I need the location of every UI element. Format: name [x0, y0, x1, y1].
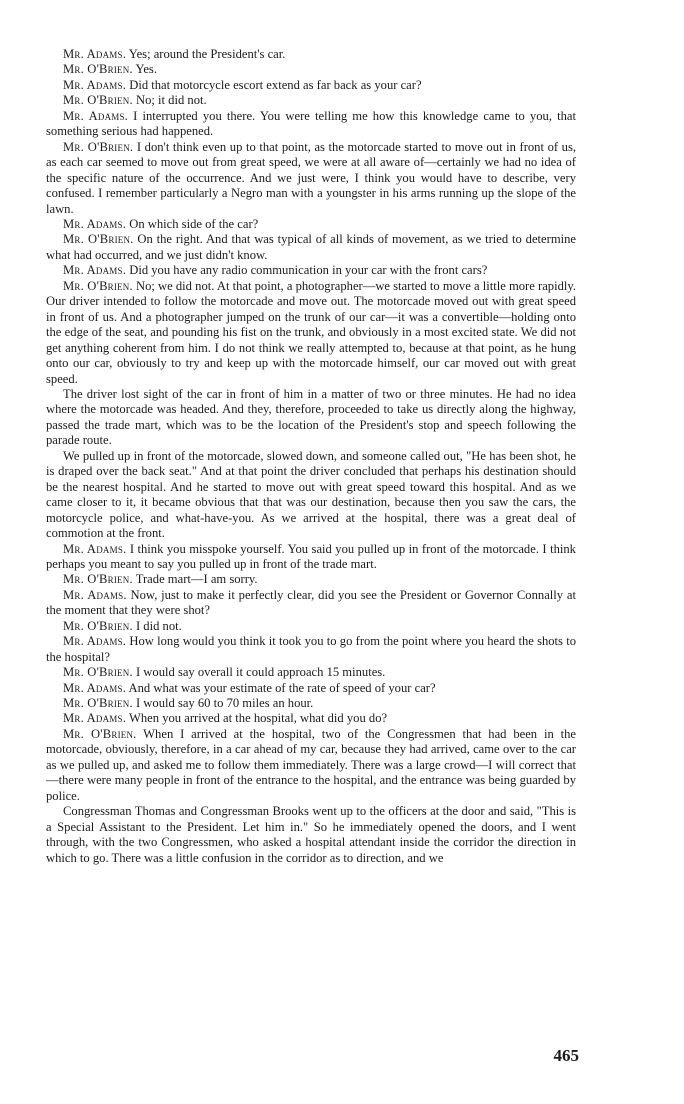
paragraph [46, 47, 576, 62]
paragraph-text: Yes; around the President's car. [128, 47, 286, 61]
paragraph-text: When I arrived at the hospital, two of the Congressmen that had been in the motorcade, obviously, therefore, in a car ahead of my car, because they had arrived, came over to the car as we pulled up, and asked me to follow them immediately. There was a large crowd—I will correct that—there were many people in front of the entrance to the hospital, and the entrance was being guarded by police. [46, 726, 577, 803]
testimony-text [46, 47, 576, 866]
paragraph [46, 665, 576, 680]
paragraph [46, 93, 576, 108]
paragraph-text: I interrupted you there. You were telling me how this knowledge came to you, that something serious had happened. [46, 108, 576, 139]
paragraph [46, 217, 576, 232]
paragraph-text: I would say overall it could approach 15 minutes. [135, 665, 386, 680]
speaker-name: Mr. O'Brien. [63, 696, 133, 711]
paragraph [46, 696, 576, 711]
paragraph [46, 263, 576, 278]
paragraph [46, 387, 576, 449]
speaker-name: Mr. O'Brien. [63, 665, 133, 680]
speaker-name: Mr. O'Brien. [63, 726, 137, 741]
paragraph-text: On which side of the car? [129, 216, 259, 231]
paragraph-text: How long would you think it took you to go from the point where you heard the shots to the hospital? [46, 634, 576, 664]
paragraph-text: I would say 60 to 70 miles an hour. [135, 696, 314, 711]
paragraph [46, 78, 576, 93]
paragraph [46, 62, 576, 77]
paragraph [46, 140, 576, 217]
speaker-name: Mr. O'Brien. [63, 139, 134, 154]
speaker-name: Mr. O'Brien. [63, 278, 133, 293]
paragraph [46, 634, 576, 665]
page-number: 465 [553, 1046, 579, 1065]
paragraph [46, 681, 576, 696]
paragraph-text: We pulled up in front of the motorcade, slowed down, and someone called out, "He has been shot, he is draped over the back seat." And at that point the driver concluded that perhaps his destination should be the nearest hospital. And he started to move out with great speed toward this hospital. And as we came closer to it, it became obvious that that was our destination, because then you saw the cars, the motorcycle police, and what-have-you. As we arrived at the hospital, there was a great deal of commotion at the front. [46, 448, 576, 541]
paragraph-text: No; it did not. [135, 93, 207, 108]
speaker-name: Mr. O'Brien. [63, 618, 133, 633]
speaker-name: Mr. O'Brien. [63, 62, 133, 77]
paragraph [46, 572, 576, 587]
paragraph-text: I think you misspoke yourself. You said you pulled up in front of the motorcade. I think perhaps you meant to say you pulled up in front of the trade mart. [46, 541, 576, 571]
paragraph [46, 727, 576, 804]
paragraph-text: When you arrived at the hospital, what did you do? [128, 711, 388, 726]
speaker-name: Mr. Adams. [63, 216, 127, 231]
speaker-name: Mr. O'Brien. [63, 572, 133, 587]
speaker-name: Mr. Adams. [63, 711, 127, 726]
speaker-name: Mr. Adams. [63, 47, 127, 61]
paragraph-text: Yes. [135, 62, 157, 77]
paragraph [46, 804, 576, 866]
paragraph-text: Trade mart—I am sorry. [135, 572, 258, 587]
speaker-name: Mr. Adams. [63, 634, 127, 649]
paragraph-text: I don't think even up to that point, as the motorcade started to move out in front of us, as each car seemed to move out from great speed, we were at all aware of—certainly we had no idea of the specific nature of the occurrence. And we just were, I think you would have to describe, very confused. I remember particularly a Negro man with a youngster in his arms running up the slope of the lawn. [46, 139, 577, 216]
speaker-name: Mr. Adams. [63, 77, 127, 92]
paragraph-text: The driver lost sight of the car in front of him in a matter of two or three minutes. He had no idea where the motorcade was headed. And they, therefore, proceeded to take us directly along the highway, passed the trade mart, which was to be the location of the President's stop and speech following the parade route. [46, 386, 576, 448]
speaker-name: Mr. Adams. [63, 108, 129, 123]
paragraph [46, 232, 576, 263]
paragraph [46, 449, 576, 542]
paragraph-text: Now, just to make it perfectly clear, did you see the President or Governor Connally at the moment that they were shot? [46, 587, 576, 618]
paragraph-text: Did that motorcycle escort extend as far back as your car? [129, 77, 422, 92]
speaker-name: Mr. Adams. [63, 263, 127, 278]
paragraph [46, 711, 576, 726]
paragraph-text: Congressman Thomas and Congressman Brooks went up to the officers at the door and said, "This is a Special Assistant to the President. Let him in." So he immediately opened the doors, and I went through, with the two Congressmen, who asked a hospital attendant inside the corridor the direction in which to go. There was a little confusion in the corridor as to direction, and we [46, 804, 576, 865]
paragraph [46, 588, 576, 619]
paragraph [46, 279, 576, 387]
paragraph-text: No; we did not. At that point, a photographer—we started to move a little more rapidly. Our driver intended to follow the motorcade and move out. The motorcade moved out with great speed in front of us. And a photographer jumped on the trunk of our car—it was a convertible—holding onto the edge of the seat, and pounding his fist on the trunk, and obviously in a most excited state. We did not get anything coherent from him. I do not think we really attempted to, because at that point, as he hung onto our car, obviously to try and keep up with the motorcade himself, our car moved out with great speed. [46, 278, 577, 386]
speaker-name: Mr. Adams. [63, 541, 127, 556]
paragraph-text: And what was your estimate of the rate of speed of your car? [128, 680, 436, 695]
paragraph [46, 542, 576, 573]
paragraph [46, 619, 576, 634]
speaker-name: Mr. O'Brien. [63, 93, 133, 108]
paragraph-text: Did you have any radio communication in your car with the front cars? [129, 263, 488, 278]
paragraph-text: On the right. And that was typical of all kinds of movement, as we tried to determine what had occurred, and we just didn't know. [46, 232, 576, 262]
speaker-name: Mr. Adams. [63, 587, 127, 602]
paragraph [46, 109, 576, 140]
speaker-name: Mr. O'Brien. [63, 232, 134, 247]
speaker-name: Mr. Adams. [63, 680, 127, 695]
paragraph-text: I did not. [135, 618, 182, 633]
